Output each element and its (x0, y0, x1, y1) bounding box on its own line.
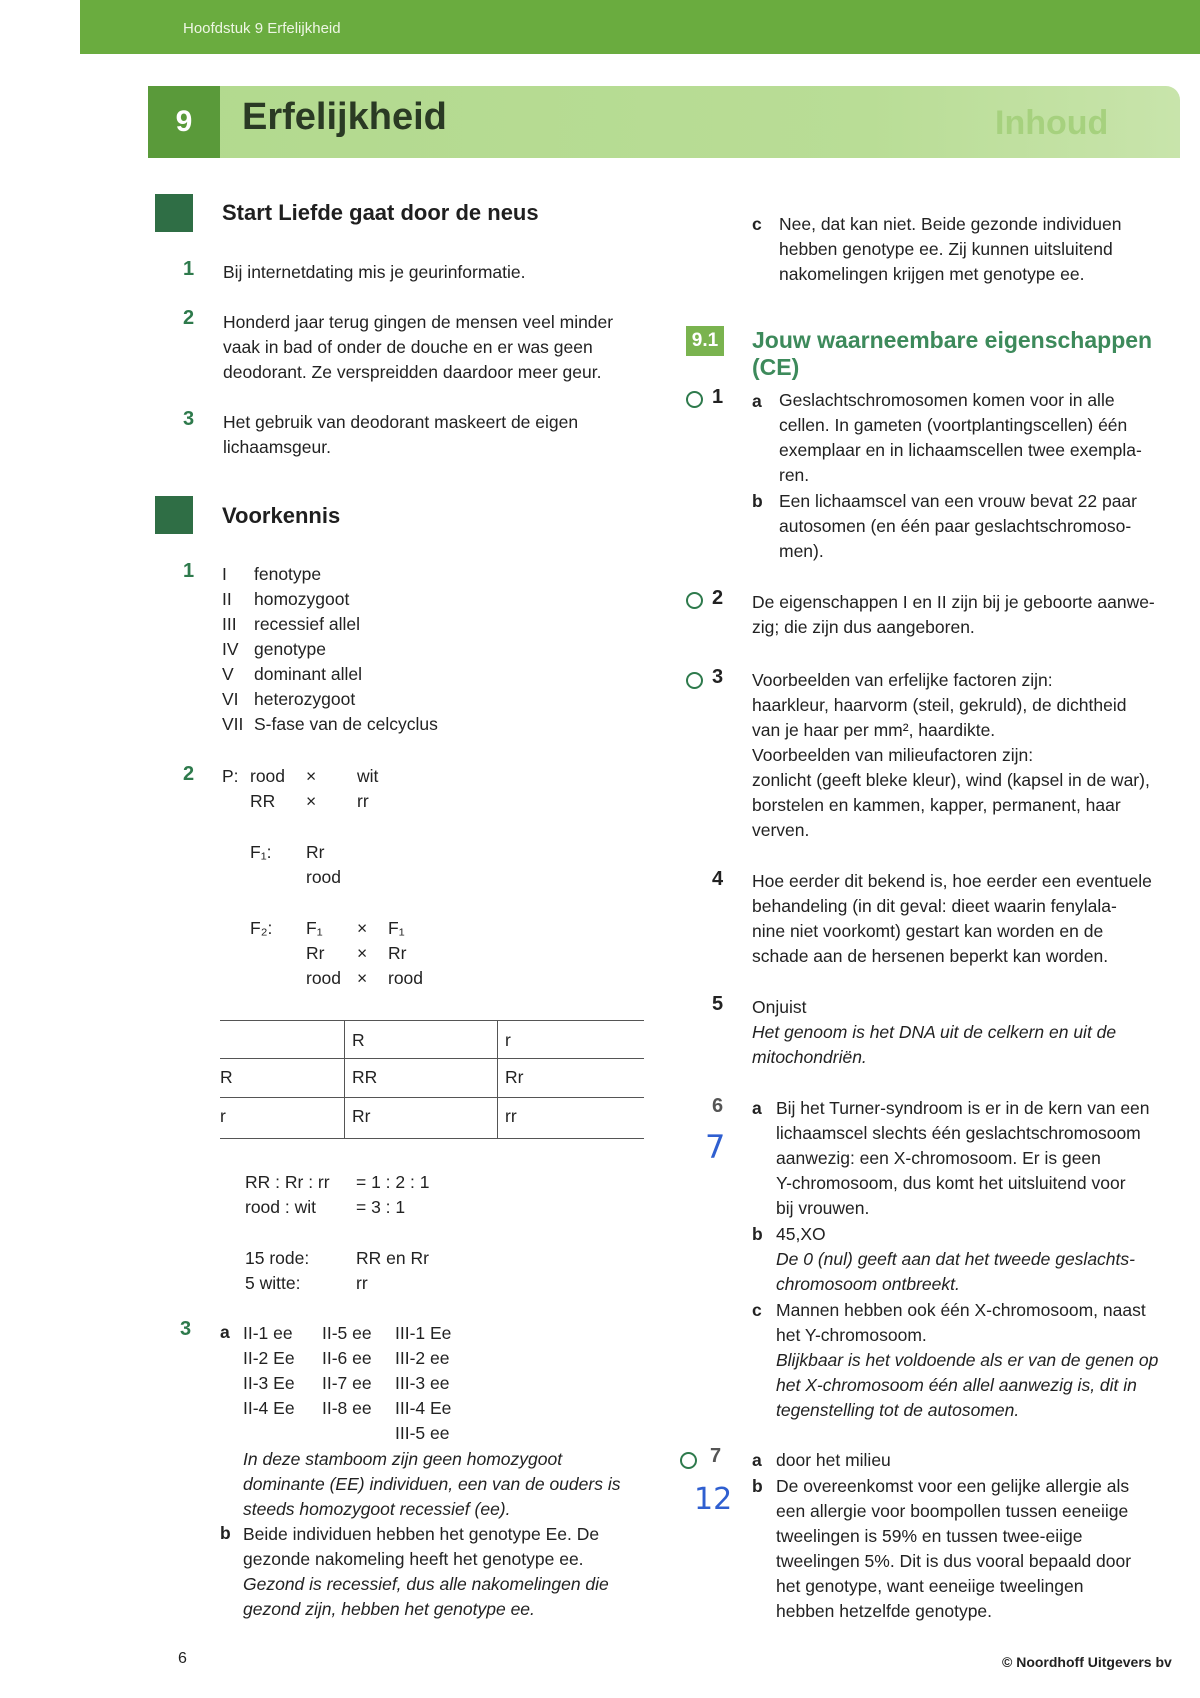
count-value: rr (356, 1273, 368, 1293)
subquestion-label: c (752, 1300, 762, 1320)
text-line: bij vrouwen. (776, 1198, 870, 1218)
q91-4-text (752, 869, 1152, 969)
cross-p-label: P: (222, 766, 239, 786)
cross-f2-phenotype-a: rood (306, 968, 342, 988)
handwritten-number: 12 (694, 1482, 733, 1517)
cross-f2-genotype-b: Rr (388, 943, 407, 963)
cross-f2-genotype-a: Rr (306, 943, 325, 963)
text-line: men). (779, 541, 824, 561)
cross-f1-phenotype: rood (306, 867, 342, 887)
text-line: tegenstelling tot de autosomen. (776, 1400, 1020, 1420)
text-line: zonlicht (geeft bleke kleur), wind (kapsel in de war), (752, 770, 1150, 790)
punnett-col-line (344, 1020, 345, 1138)
copyright-icon: © (1002, 1654, 1013, 1670)
punnett-col-header: r (505, 1030, 511, 1050)
text-line: Het genoom is het DNA uit de celkern en uit de (752, 1022, 1117, 1042)
start-section-icon (155, 194, 193, 232)
text-line: lichaamscel slechts één geslachtschromosoom (776, 1123, 1141, 1143)
punnett-cell: RR (352, 1067, 378, 1087)
punnett-row-line (220, 1097, 644, 1098)
voorkennis-heading: Voorkennis (222, 503, 341, 528)
subquestion-label: b (752, 1224, 763, 1244)
count-label: 5 witte: (245, 1273, 301, 1293)
text-line: De 0 (nul) geeft aan dat het tweede geslachts- (776, 1249, 1135, 1269)
cross-symbol: × (306, 791, 317, 811)
cross-symbol: × (357, 943, 368, 963)
text-line: lichaamsgeur. (223, 437, 331, 457)
text-line: Honderd jaar terug gingen de mensen veel minder (223, 312, 614, 332)
ratio-value: = 3 : 1 (356, 1197, 406, 1217)
text-line: het genotype, want eeneiige tweelingen (776, 1576, 1084, 1596)
text-line: van je haar per mm², haardikte. (752, 720, 996, 740)
q3-genotypes-col2 (322, 1321, 372, 1421)
breadcrumb: Hoofdstuk 9 Erfelijkheid (183, 20, 341, 37)
text-line: In deze stamboom zijn geen homozygoot (243, 1449, 563, 1469)
punnett-top-line (220, 1020, 644, 1021)
text-line: hebben hetzelfde genotype. (776, 1601, 993, 1621)
genotype-entry: II-7 ee (322, 1373, 372, 1393)
genotype-entry: III-1 Ee (395, 1323, 452, 1343)
punnett-cell: Rr (505, 1067, 524, 1087)
voorkennis-q1-terms (254, 562, 438, 737)
punnett-header-line (220, 1058, 644, 1059)
cross-f1-genotype: Rr (306, 842, 325, 862)
text-line: aanwezig: een X-chromosoom. Er is geen (776, 1148, 1101, 1168)
term: S-fase van de celcyclus (254, 714, 438, 734)
q91-6b-text (776, 1222, 1135, 1297)
q3a-note (243, 1447, 620, 1522)
text-line: nine niet voorkomt) gestart kan worden en de (752, 921, 1104, 941)
punnett-row-header: r (220, 1106, 226, 1126)
start-item-1-text (223, 260, 526, 285)
q3-genotypes-col1 (243, 1321, 295, 1421)
cross-p1-genotype: RR (250, 791, 276, 811)
text-line: vaak in bad of onder de douche en er was geen (223, 337, 593, 357)
text-line: Blijkbaar is het voldoende als er van de genen op (776, 1350, 1159, 1370)
ratio-label: rood : wit (245, 1197, 316, 1217)
text-line: steeds homozygoot recessief (ee). (243, 1499, 511, 1519)
ratio-value: = 1 : 2 : 1 (356, 1172, 430, 1192)
start-heading: Start Liefde gaat door de neus (222, 200, 539, 225)
voorkennis-q3-number: 3 (180, 1318, 192, 1340)
cross-f1-label: F₁: (250, 842, 272, 862)
q91-6c-text (776, 1298, 1158, 1423)
roman-numeral: VII (222, 714, 244, 734)
text-line: Nee, dat kan niet. Beide gezonde individuen (779, 214, 1122, 234)
text-line: dominante (EE) individuen, een van de ouders is (243, 1474, 621, 1494)
subquestion-label: a (752, 1098, 762, 1118)
subquestion-label: c (752, 214, 762, 234)
question-number: 5 (712, 993, 724, 1015)
punnett-col-header: R (352, 1030, 365, 1050)
q91-3-text (752, 668, 1150, 843)
cross-p2-phenotype: wit (357, 766, 379, 786)
text-line: tweelingen is 59% en tussen twee-eiige (776, 1526, 1083, 1546)
cross-f2-parent-a: F₁ (306, 918, 323, 938)
text-line: Gezond is recessief, dus alle nakomelingen die (243, 1574, 609, 1594)
text-line: het X-chromosoom één allel aanwezig is, dit in (776, 1375, 1137, 1395)
genotype-entry: II-8 ee (322, 1398, 372, 1418)
roman-numeral: V (222, 664, 234, 684)
subquestion-label: a (752, 1450, 762, 1470)
text-line: behandeling (in dit geval: dieet waarin fenylala- (752, 896, 1117, 916)
circle-marker-icon (686, 592, 703, 609)
punnett-bottom-line (220, 1138, 644, 1139)
page-number: 6 (178, 1650, 187, 1667)
header-bar (80, 0, 1200, 54)
text-line: deodorant. Ze verspreidden daardoor meer geur. (223, 362, 602, 382)
text-line: Geslachtschromosomen komen voor in alle (779, 390, 1115, 410)
ratio-label: RR : Rr : rr (245, 1172, 330, 1192)
text-line: gezond zijn, hebben het genotype ee. (243, 1599, 535, 1619)
roman-numeral: I (222, 564, 227, 584)
punnett-col-line (497, 1020, 498, 1138)
text-line: haarkleur, haarvorm (steil, gekruld), de dichtheid (752, 695, 1127, 715)
genotype-entry: III-3 ee (395, 1373, 450, 1393)
term: dominant allel (254, 664, 362, 684)
cross-symbol: × (306, 766, 317, 786)
publisher-name: Noordhoff Uitgevers bv (1016, 1654, 1172, 1670)
text-line: borstelen en kammen, kapper, permanent, haar (752, 795, 1121, 815)
term: fenotype (254, 564, 322, 584)
start-item-1-number: 1 (183, 258, 195, 280)
genotype-entry: II-4 Ee (243, 1398, 295, 1418)
genotype-entry: II-5 ee (322, 1323, 372, 1343)
punnett-cell: rr (505, 1106, 517, 1126)
voorkennis-q1-number: 1 (183, 560, 195, 582)
roman-numeral: VI (222, 689, 239, 709)
cross-symbol: × (357, 968, 368, 988)
question-number: 6 (712, 1095, 724, 1117)
q91-5-text (752, 995, 1116, 1070)
cross-symbol: × (357, 918, 368, 938)
count-label: 15 rode: (245, 1248, 310, 1268)
question-number: 4 (712, 868, 724, 890)
text-line: Hoe eerder dit bekend is, hoe eerder een eventuele (752, 871, 1152, 891)
q3b-text (243, 1522, 609, 1622)
voorkennis-section-icon (155, 496, 193, 534)
start-item-2-number: 2 (183, 307, 195, 329)
text-line: Het gebruik van deodorant maskeert de eigen (223, 412, 579, 432)
start-item-3-number: 3 (183, 408, 195, 430)
text-line: hebben genotype ee. Zij kunnen uitsluitend (779, 239, 1113, 259)
text-line: mitochondriën. (752, 1047, 867, 1067)
roman-numeral: IV (222, 639, 239, 659)
text-line: ren. (779, 465, 810, 485)
term: homozygoot (254, 589, 350, 609)
text-line: chromosoom ontbreekt. (776, 1274, 960, 1294)
subquestion-label: b (752, 491, 763, 511)
text-line: 45,XO (776, 1224, 826, 1244)
roman-numeral: III (222, 614, 237, 634)
count-value: RR en Rr (356, 1248, 429, 1268)
q3c-text (779, 212, 1121, 287)
cross-p2-genotype: rr (357, 791, 369, 811)
circle-marker-icon (680, 1452, 697, 1469)
text-line: gezonde nakomeling heeft het genotype ee. (243, 1549, 584, 1569)
ghost-tab-text: Inhoud (995, 104, 1109, 142)
voorkennis-q1-romans (222, 562, 243, 737)
term: genotype (254, 639, 327, 659)
text-line: exemplaar en in lichaamscellen twee exempla- (779, 440, 1142, 460)
term: recessief allel (254, 614, 361, 634)
subquestion-label: b (752, 1476, 763, 1496)
text-line: Onjuist (752, 997, 807, 1017)
circle-marker-icon (686, 672, 703, 689)
genotype-entry: III-2 ee (395, 1348, 450, 1368)
subquestion-label: a (752, 391, 762, 411)
text-line: Beide individuen hebben het genotype Ee. De (243, 1524, 600, 1544)
q91-7a-text: door het milieu (776, 1450, 891, 1470)
cross-f2-parent-b: F₁ (388, 918, 405, 938)
text-line: zig; die zijn dus aangeboren. (752, 617, 975, 637)
punnett-cell: Rr (352, 1106, 371, 1126)
question-number: 3 (712, 666, 724, 688)
genotype-entry: II-1 ee (243, 1323, 293, 1343)
question-number: 2 (712, 587, 724, 609)
text-line: Bij het Turner-syndroom is er in de kern van een (776, 1098, 1150, 1118)
circle-marker-icon (686, 391, 703, 408)
text-line: Mannen hebben ook één X-chromosoom, naast (776, 1300, 1146, 1320)
genotype-entry: II-6 ee (322, 1348, 372, 1368)
text-line: Bij internetdating mis je geurinformatie. (223, 262, 526, 282)
q91-1a-text (779, 388, 1142, 488)
cross-f2-label: F₂: (250, 918, 273, 938)
text-line: autosomen (en één paar geslachtschromoso- (779, 516, 1132, 536)
publisher-credit (1002, 1654, 1172, 1670)
punnett-row-header: R (220, 1067, 233, 1087)
text-line: De eigenschappen I en II zijn bij je geboorte aanwe- (752, 592, 1155, 612)
handwritten-number: 7 (705, 1128, 726, 1166)
cross-p1-phenotype: rood (250, 766, 286, 786)
text-line: cellen. In gameten (voortplantingscellen) één (779, 415, 1128, 435)
q3-genotypes-col3 (395, 1321, 451, 1446)
question-number: 1 (712, 386, 724, 408)
text-line: De overeenkomst voor een gelijke allergie als (776, 1476, 1130, 1496)
text-line: een allergie voor boompollen tussen eeneiige (776, 1501, 1129, 1521)
genotype-entry: II-3 Ee (243, 1373, 295, 1393)
q91-1b-text (779, 489, 1137, 564)
text-line: Een lichaamscel van een vrouw bevat 22 paar (779, 491, 1137, 511)
genotype-entry: II-2 Ee (243, 1348, 295, 1368)
question-number: 7 (710, 1445, 722, 1467)
text-line: Y-chromosoom, dus komt het uitsluitend voor (776, 1173, 1126, 1193)
q91-7b-text (776, 1474, 1131, 1624)
text-line: nakomelingen krijgen met genotype ee. (779, 264, 1085, 284)
q91-6a-text (776, 1096, 1150, 1221)
voorkennis-q2-number: 2 (183, 763, 195, 785)
text-line: tweelingen 5%. Dit is dus vooral bepaald door (776, 1551, 1132, 1571)
term: heterozygoot (254, 689, 356, 709)
subquestion-label: a (220, 1322, 230, 1342)
section-badge: 9.1 (686, 326, 724, 356)
text-line: verven. (752, 820, 810, 840)
chapter-title: Erfelijkheid (242, 96, 447, 138)
text-line: Voorbeelden van erfelijke factoren zijn: (752, 670, 1053, 690)
cross-f2-phenotype-b: rood (388, 968, 424, 988)
start-item-2-text (223, 310, 613, 385)
subquestion-label: b (220, 1523, 231, 1543)
section-title: Jouw waarneembare eigenschappen (CE) (752, 327, 1153, 380)
start-item-3-text (223, 410, 578, 460)
roman-numeral: II (222, 589, 232, 609)
text-line: Voorbeelden van milieufactoren zijn: (752, 745, 1034, 765)
chapter-number: 9 (148, 86, 220, 158)
text-line: het Y-chromosoom. (776, 1325, 927, 1345)
genotype-entry: III-5 ee (395, 1423, 450, 1443)
text-line: schade aan de hersenen beperkt kan worden. (752, 946, 1109, 966)
genotype-entry: III-4 Ee (395, 1398, 452, 1418)
q91-2-text (752, 590, 1155, 640)
